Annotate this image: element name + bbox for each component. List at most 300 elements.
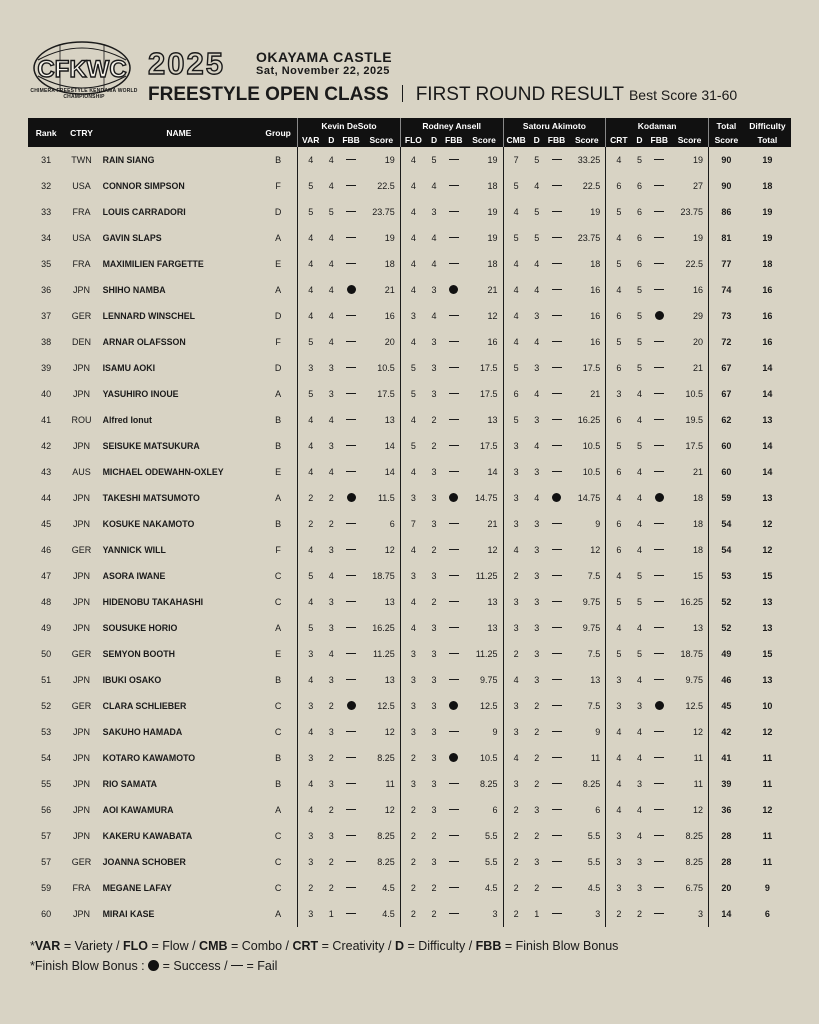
difficulty-cell: 3 (431, 701, 437, 711)
fbb-cell (442, 875, 466, 901)
player-name-cell: SHIHO NAMBA (102, 285, 166, 295)
judge-score-cell: 16 (590, 285, 601, 295)
fbb-cell (647, 225, 671, 251)
player-name-cell: SEISUKE MATSUKURA (102, 441, 200, 451)
rank-cell: 34 (41, 233, 52, 243)
fbb-cell (442, 849, 466, 875)
fbb-cell (545, 381, 569, 407)
fbb-fail-icon (552, 887, 562, 888)
difficulty-cell: 5 (636, 649, 642, 659)
difficulty-cell: 3 (431, 571, 437, 581)
judge-score-cell: 17.5 (582, 363, 601, 373)
judge-score-cell: 10.5 (480, 753, 498, 763)
country-cell: JPN (72, 831, 90, 841)
judge-score-cell: 16 (487, 337, 498, 347)
fbb-cell (442, 589, 466, 615)
fbb-fail-icon (654, 679, 664, 680)
fbb-cell (339, 485, 363, 511)
base-score-cell: 3 (503, 589, 529, 615)
fbb-fail-icon (552, 653, 562, 654)
difficulty-cell: 3 (534, 597, 540, 607)
fbb-fail-icon (654, 757, 664, 758)
difficulty-total-cell: 14 (762, 389, 773, 399)
fbb-fail-icon (449, 835, 459, 836)
judge-score-cell: 9 (595, 519, 601, 529)
judge-score-cell: 16 (590, 311, 601, 321)
fbb-fail-icon (654, 887, 664, 888)
legend-success-label: = Success / (159, 959, 232, 973)
difficulty-cell: 4 (328, 259, 334, 269)
base-score-cell: 5 (503, 173, 529, 199)
total-score-cell: 77 (709, 251, 744, 277)
difficulty-cell: 4 (328, 285, 334, 295)
difficulty-cell: 4 (328, 415, 334, 425)
base-score-cell: 3 (298, 901, 324, 927)
base-score-cell: 3 (400, 667, 426, 693)
judge-score-cell: 11.5 (377, 493, 395, 503)
difficulty-cell: 3 (328, 389, 334, 399)
fbb-cell (545, 355, 569, 381)
subheader-judge-4-col-3: FBB (647, 133, 671, 147)
total-score-cell: 54 (709, 511, 744, 537)
judge-score-cell: 16.25 (680, 597, 703, 607)
difficulty-cell: 3 (431, 649, 437, 659)
group-cell: E (275, 649, 282, 659)
base-score-cell: 4 (606, 615, 632, 641)
judge-score-cell: 4.5 (485, 883, 498, 893)
group-cell: E (275, 467, 282, 477)
rank-cell: 50 (41, 649, 52, 659)
base-score-cell: 4 (606, 147, 632, 173)
fbb-fail-icon (654, 419, 664, 420)
base-score-cell: 4 (606, 797, 632, 823)
fbb-cell (339, 537, 363, 563)
judge-score-cell: 9 (595, 727, 601, 737)
base-score-cell: 4 (400, 251, 426, 277)
base-score-cell: 4 (606, 277, 632, 303)
table-row (28, 589, 791, 615)
judge-score-cell: 6 (492, 805, 498, 815)
fbb-cell (442, 667, 466, 693)
fbb-cell (545, 511, 569, 537)
judge-score-cell: 9 (492, 727, 498, 737)
difficulty-cell: 3 (431, 805, 437, 815)
rank-cell: 33 (41, 207, 52, 217)
difficulty-cell: 3 (636, 779, 642, 789)
base-score-cell: 4 (298, 225, 324, 251)
fbb-fail-icon (552, 211, 562, 212)
total-score-cell: 90 (709, 173, 744, 199)
country-cell: JPN (72, 389, 90, 399)
judge-score-cell: 9.75 (582, 597, 601, 607)
subheader-judge-1-col-3: FBB (339, 133, 363, 147)
table-row (28, 537, 791, 563)
difficulty-cell: 3 (534, 415, 540, 425)
table-row (28, 355, 791, 381)
fbb-fail-icon (449, 445, 459, 446)
fbb-cell (647, 173, 671, 199)
table-row (28, 173, 791, 199)
base-score-cell: 4 (298, 459, 324, 485)
country-cell: JPN (72, 493, 90, 503)
judge-score-cell: 11 (385, 779, 395, 789)
country-cell: ROU (71, 415, 92, 425)
judge-score-cell: 12 (487, 545, 498, 555)
base-score-cell: 5 (606, 589, 632, 615)
fbb-fail-icon (449, 913, 459, 914)
fbb-fail-icon (346, 679, 356, 680)
fbb-cell (339, 641, 363, 667)
base-score-cell: 3 (298, 693, 324, 719)
base-score-cell: 2 (298, 485, 324, 511)
table-row (28, 797, 791, 823)
total-score-cell: 54 (709, 537, 744, 563)
player-name-cell: JOANNA SCHOBER (102, 857, 186, 867)
difficulty-cell: 4 (534, 337, 540, 347)
judge-score-cell: 12.5 (480, 701, 498, 711)
table-row (28, 563, 791, 589)
table-row (28, 823, 791, 849)
difficulty-total-cell: 12 (762, 805, 773, 815)
difficulty-cell: 5 (534, 233, 540, 243)
judge-score-cell: 12 (384, 545, 395, 555)
fbb-fail-icon (552, 341, 562, 342)
fbb-fail-icon (346, 887, 356, 888)
judge-score-cell: 10.5 (377, 363, 395, 373)
fbb-cell (647, 745, 671, 771)
difficulty-total-cell: 16 (762, 311, 773, 321)
fbb-cell (442, 407, 466, 433)
fbb-success-icon (449, 701, 458, 710)
base-score-cell: 5 (503, 407, 529, 433)
fbb-cell (442, 147, 466, 173)
difficulty-cell: 5 (636, 337, 642, 347)
fbb-cell (442, 745, 466, 771)
player-name-cell: SAKUHO HAMADA (102, 727, 183, 737)
header-country: CTRY (64, 118, 98, 147)
base-score-cell: 4 (400, 199, 426, 225)
judge-score-cell: 12 (384, 805, 395, 815)
fbb-fail-icon (346, 211, 356, 212)
rank-cell: 48 (41, 597, 52, 607)
fbb-cell (442, 277, 466, 303)
judge-score-cell: 11 (590, 753, 601, 763)
fbb-cell (647, 693, 671, 719)
country-cell: FRA (72, 259, 91, 269)
fbb-cell (442, 225, 466, 251)
judge-score-cell: 13 (590, 675, 601, 685)
header-judge-1: Kevin DeSoto (298, 118, 401, 133)
fbb-cell (339, 589, 363, 615)
fbb-cell (545, 459, 569, 485)
fbb-fail-icon (346, 549, 356, 550)
judge-score-cell: 13 (487, 415, 498, 425)
base-score-cell: 2 (400, 849, 426, 875)
country-cell: JPN (72, 727, 90, 737)
fbb-fail-icon (552, 913, 562, 914)
judge-score-cell: 18 (487, 259, 498, 269)
group-cell: C (274, 883, 282, 893)
fbb-fail-icon (449, 159, 459, 160)
fbb-fail-icon (654, 835, 664, 836)
base-score-cell: 3 (298, 355, 324, 381)
base-score-cell: 4 (298, 407, 324, 433)
legend-fbb-label: *Finish Blow Bonus : (30, 959, 149, 973)
table-row (28, 615, 791, 641)
player-name-cell: IBUKI OSAKO (102, 675, 162, 685)
base-score-cell: 3 (606, 875, 632, 901)
base-score-cell: 2 (400, 875, 426, 901)
table-row (28, 875, 791, 901)
judge-score-cell: 10.5 (582, 441, 601, 451)
group-cell: C (274, 831, 282, 841)
difficulty-total-cell: 13 (762, 415, 773, 425)
fbb-fail-icon (654, 367, 664, 368)
judge-score-cell: 17.5 (377, 389, 395, 399)
rank-cell: 49 (41, 623, 52, 633)
base-score-cell: 3 (503, 719, 529, 745)
difficulty-cell: 3 (328, 779, 334, 789)
base-score-cell: 4 (400, 615, 426, 641)
table-row (28, 485, 791, 511)
total-score-cell: 67 (709, 355, 744, 381)
fbb-cell (545, 693, 569, 719)
rank-cell: 36 (41, 285, 52, 295)
fbb-fail-icon (449, 393, 459, 394)
table-row (28, 147, 791, 173)
group-cell: A (275, 233, 282, 243)
base-score-cell: 3 (606, 693, 632, 719)
total-score-cell: 60 (709, 433, 744, 459)
player-name-cell: SOUSUKE HORIO (102, 623, 178, 633)
base-score-cell: 3 (503, 615, 529, 641)
judge-score-cell: 16 (692, 285, 703, 295)
fbb-cell (545, 615, 569, 641)
fbb-fail-icon (346, 315, 356, 316)
fbb-fail-icon (449, 263, 459, 264)
fbb-fail-icon (552, 237, 562, 238)
base-score-cell: 5 (606, 433, 632, 459)
fbb-cell (647, 537, 671, 563)
base-score-cell: 3 (298, 641, 324, 667)
header-rank: Rank (28, 118, 64, 147)
judge-score-cell: 19 (692, 155, 703, 165)
fbb-cell (647, 485, 671, 511)
total-score-cell: 67 (709, 381, 744, 407)
title-divider (402, 85, 403, 102)
fbb-cell (442, 537, 466, 563)
judge-score-cell: 6 (389, 519, 395, 529)
fbb-cell (339, 797, 363, 823)
difficulty-cell: 2 (431, 831, 437, 841)
base-score-cell: 2 (400, 797, 426, 823)
difficulty-cell: 5 (636, 571, 642, 581)
fbb-cell (647, 641, 671, 667)
fbb-fail-icon (552, 445, 562, 446)
base-score-cell: 4 (606, 225, 632, 251)
fbb-cell (647, 771, 671, 797)
difficulty-cell: 1 (328, 909, 334, 919)
difficulty-cell: 4 (431, 259, 437, 269)
difficulty-cell: 6 (636, 207, 642, 217)
difficulty-total-cell: 11 (762, 779, 773, 789)
total-score-cell: 42 (709, 719, 744, 745)
judge-score-cell: 27 (692, 181, 703, 191)
subheader-judge-1-col-4: Score (363, 133, 400, 147)
fbb-cell (647, 147, 671, 173)
fbb-cell (442, 199, 466, 225)
fbb-fail-icon (552, 523, 562, 524)
subheader-judge-1-col-1: VAR (298, 133, 324, 147)
judge-score-cell: 13 (487, 623, 498, 633)
difficulty-cell: 3 (431, 389, 437, 399)
difficulty-total-cell: 16 (762, 285, 773, 295)
difficulty-cell: 3 (328, 441, 334, 451)
header-judge-3: Satoru Akimoto (503, 118, 606, 133)
legend-key: CRT (292, 939, 319, 953)
judge-score-cell: 16 (590, 337, 601, 347)
total-score-cell: 41 (709, 745, 744, 771)
base-score-cell: 4 (298, 537, 324, 563)
player-name-cell: LOUIS CARRADORI (102, 207, 186, 217)
base-score-cell: 6 (606, 355, 632, 381)
judge-score-cell: 8.25 (377, 753, 395, 763)
subheader-judge-2-col-3: FBB (442, 133, 466, 147)
fbb-fail-icon (346, 237, 356, 238)
fbb-fail-icon (346, 367, 356, 368)
group-cell: A (275, 909, 282, 919)
judge-score-cell: 18 (384, 259, 395, 269)
fbb-cell (647, 563, 671, 589)
rank-cell: 51 (41, 675, 52, 685)
legend-definition: = Difficulty / (403, 939, 476, 953)
difficulty-cell: 4 (636, 545, 642, 555)
fbb-cell (647, 199, 671, 225)
judge-score-cell: 10.5 (685, 389, 703, 399)
base-score-cell: 3 (400, 563, 426, 589)
fbb-cell (545, 667, 569, 693)
fbb-cell (442, 251, 466, 277)
base-score-cell: 4 (400, 589, 426, 615)
difficulty-total-cell: 15 (762, 571, 773, 581)
difficulty-cell: 3 (328, 545, 334, 555)
fbb-fail-icon (346, 809, 356, 810)
fbb-fail-icon (346, 445, 356, 446)
fbb-fail-icon (346, 913, 356, 914)
difficulty-total-cell: 13 (762, 623, 773, 633)
difficulty-cell: 4 (431, 181, 437, 191)
fbb-fail-icon (552, 393, 562, 394)
subheader-judge-3-col-4: Score (568, 133, 605, 147)
fbb-cell (545, 563, 569, 589)
rank-cell: 57 (41, 831, 52, 841)
difficulty-total-cell: 18 (762, 259, 773, 269)
difficulty-cell: 5 (636, 155, 642, 165)
base-score-cell: 2 (606, 901, 632, 927)
judge-score-cell: 20 (692, 337, 703, 347)
base-score-cell: 3 (400, 693, 426, 719)
legend-definition: = Creativity / (318, 939, 395, 953)
difficulty-cell: 4 (328, 571, 334, 581)
judge-score-cell: 14 (384, 467, 395, 477)
base-score-cell: 4 (606, 485, 632, 511)
difficulty-cell: 3 (431, 519, 437, 529)
player-name-cell: AOI KAWAMURA (102, 805, 174, 815)
fbb-cell (442, 485, 466, 511)
difficulty-cell: 3 (534, 675, 540, 685)
base-score-cell: 4 (400, 225, 426, 251)
fbb-fail-icon (346, 601, 356, 602)
base-score-cell: 4 (503, 667, 529, 693)
fbb-fail-icon (346, 731, 356, 732)
fbb-cell (647, 251, 671, 277)
difficulty-total-cell: 19 (762, 155, 773, 165)
base-score-cell: 3 (400, 485, 426, 511)
fbb-fail-icon (449, 471, 459, 472)
fbb-fail-icon (552, 575, 562, 576)
base-score-cell: 4 (606, 771, 632, 797)
table-row (28, 277, 791, 303)
fbb-cell (339, 771, 363, 797)
rank-cell: 59 (41, 883, 52, 893)
base-score-cell: 6 (606, 511, 632, 537)
fbb-cell (442, 303, 466, 329)
difficulty-cell: 6 (636, 233, 642, 243)
difficulty-cell: 3 (431, 285, 437, 295)
group-cell: E (275, 259, 282, 269)
difficulty-cell: 2 (328, 701, 334, 711)
total-score-cell: 28 (709, 849, 744, 875)
fbb-cell (339, 277, 363, 303)
base-score-cell: 3 (503, 693, 529, 719)
legend-key: FBB (475, 939, 502, 953)
difficulty-total-cell: 11 (762, 831, 773, 841)
judge-score-cell: 13 (384, 415, 395, 425)
country-cell: JPN (72, 363, 90, 373)
difficulty-total-cell: 19 (762, 207, 773, 217)
difficulty-cell: 4 (534, 181, 540, 191)
fbb-cell (545, 537, 569, 563)
rank-cell: 46 (41, 545, 52, 555)
legend-key: D (394, 939, 404, 953)
judge-score-cell: 23.75 (577, 233, 601, 243)
fbb-fail-icon (346, 835, 356, 836)
difficulty-total-cell: 18 (762, 181, 773, 191)
judge-score-cell: 18 (692, 519, 703, 529)
subheader-judge-3-col-3: FBB (545, 133, 569, 147)
fbb-success-icon (449, 285, 458, 294)
country-cell: GER (71, 857, 92, 867)
base-score-cell: 5 (298, 615, 324, 641)
fbb-fail-icon (449, 367, 459, 368)
difficulty-cell: 3 (328, 675, 334, 685)
fbb-cell (442, 381, 466, 407)
difficulty-cell: 3 (431, 857, 437, 867)
group-cell: B (275, 155, 282, 165)
difficulty-cell: 3 (534, 311, 540, 321)
fbb-cell (545, 147, 569, 173)
fbb-fail-icon (552, 731, 562, 732)
fbb-fail-icon (552, 185, 562, 186)
total-score-cell: 52 (709, 589, 744, 615)
player-name-cell: MAXIMILIEN FARGETTE (102, 259, 204, 269)
rank-cell: 32 (41, 181, 52, 191)
judge-score-cell: 33.25 (577, 155, 601, 165)
group-cell: B (275, 415, 282, 425)
group-cell: F (275, 181, 281, 191)
rank-cell: 53 (41, 727, 52, 737)
difficulty-cell: 4 (534, 285, 540, 295)
